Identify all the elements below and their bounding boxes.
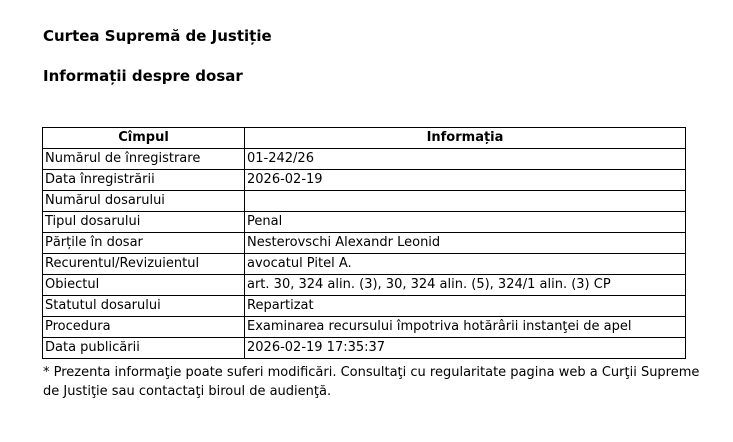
field-value: [245, 191, 686, 212]
field-label: Procedura: [43, 317, 245, 338]
table-row: [43, 338, 686, 359]
table-row: [43, 296, 686, 317]
field-label: Părțile în dosar: [43, 233, 245, 254]
table-row: [43, 170, 686, 191]
table-row: [43, 275, 686, 296]
field-value: avocatul Pitel A.: [245, 254, 686, 275]
column-header-information: Informația: [245, 128, 686, 149]
field-label: Recurentul/Revizuientul: [43, 254, 245, 275]
field-value: 2026-02-19 17:35:37: [245, 338, 686, 359]
court-title: Curtea Supremă de Justiție: [43, 27, 272, 45]
table-row: [43, 317, 686, 338]
field-label: Statutul dosarului: [43, 296, 245, 317]
table-row: [43, 212, 686, 233]
field-value: Nesterovschi Alexandr Leonid: [245, 233, 686, 254]
table-row: [43, 254, 686, 275]
table-row: [43, 233, 686, 254]
field-value: Examinarea recursului împotriva hotărârii instanţei de apel: [245, 317, 686, 338]
field-label: Numărul dosarului: [43, 191, 245, 212]
field-value: art. 30, 324 alin. (3), 30, 324 alin. (5), 324/1 alin. (3) CP: [245, 275, 686, 296]
field-label: Numărul de înregistrare: [43, 149, 245, 170]
disclaimer-footnote: * Prezenta informaţie poate suferi modificări. Consultaţi cu regularitate pagina web a Curţii Supreme de Justiţie sau contactaţi biroul de audienţă.: [43, 365, 700, 399]
field-label: Obiectul: [43, 275, 245, 296]
field-value: 01-242/26: [245, 149, 686, 170]
case-info-table: [42, 127, 686, 359]
table-header-row: [43, 128, 686, 149]
field-value: 2026-02-19: [245, 170, 686, 191]
field-value: Penal: [245, 212, 686, 233]
column-header-field: Cîmpul: [43, 128, 245, 149]
table-row: [43, 149, 686, 170]
field-label: Tipul dosarului: [43, 212, 245, 233]
field-label: Data înregistrării: [43, 170, 245, 191]
table-row: [43, 191, 686, 212]
page-title: Informații despre dosar: [43, 67, 243, 85]
field-value: Repartizat: [245, 296, 686, 317]
field-label: Data publicării: [43, 338, 245, 359]
